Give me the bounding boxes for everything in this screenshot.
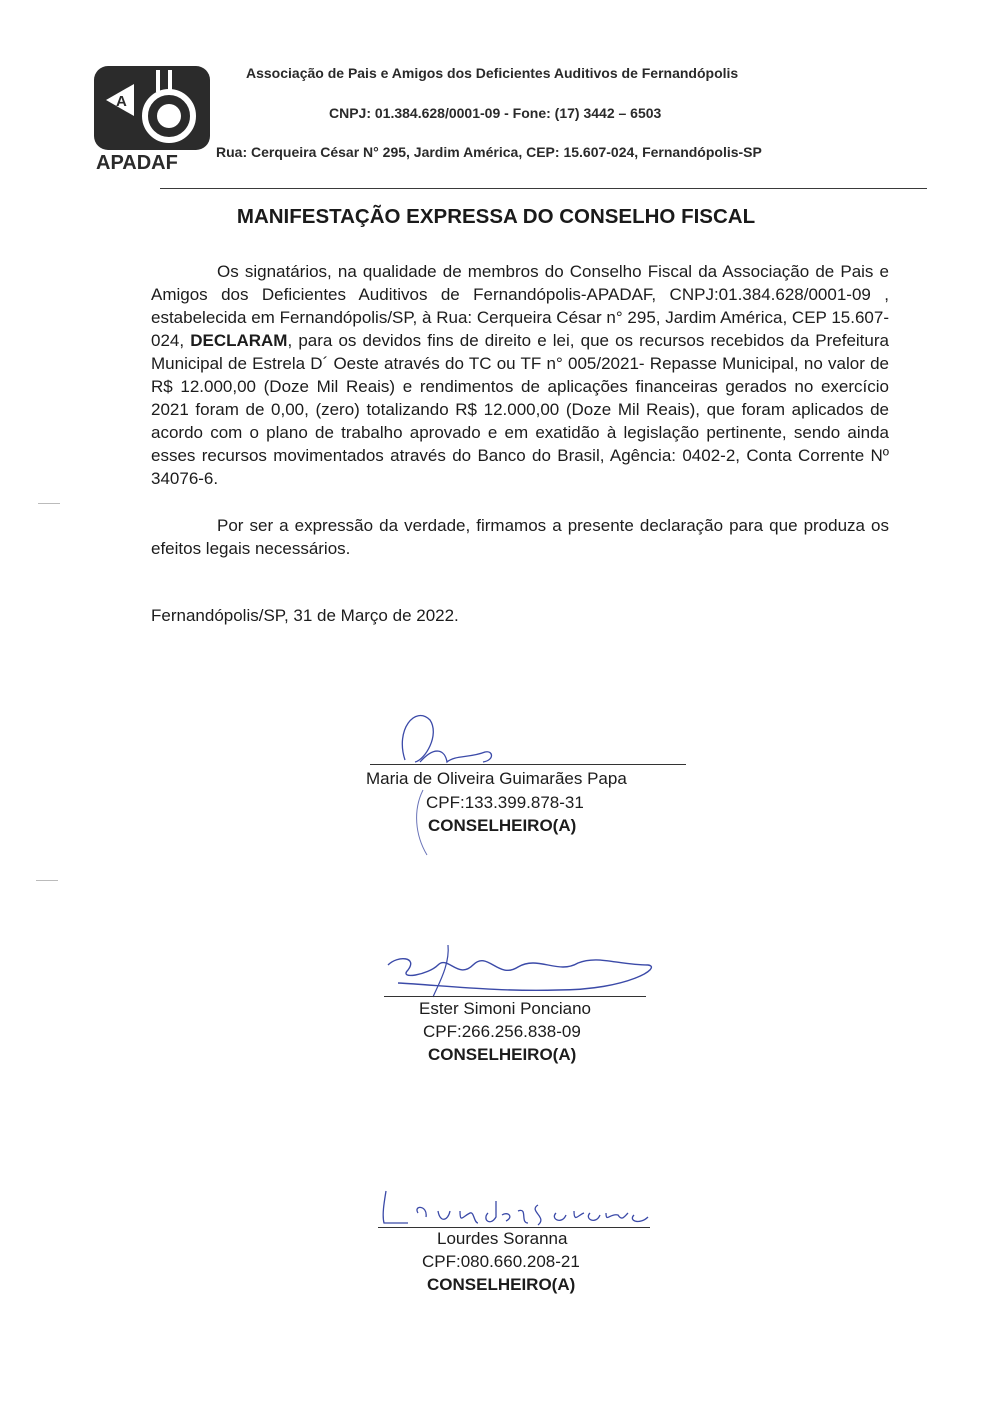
document-title: MANIFESTAÇÃO EXPRESSA DO CONSELHO FISCAL (236, 205, 756, 228)
declaration-text-end: , para os devidos fins de direito e lei, que os recursos recebidos da Prefeitura Municipal de Estrela D´ Oeste através do TC ou TF n° 005/2021- Repasse Municipal, no valor de R$ 12.000,00 (Doze Mil Reais) e rendimentos de aplicações financeiras gerados no exercício 2021 foram de 0,00, (zero) totalizando R$ 12.000,00 (Doze Mil Reais), que foram aplicados de acordo com o plano de trabalho aprovado e em exatidão à legislação pertinente, sendo ainda esses recursos movimentados através do Banco do Brasil, Agência: 0402-2, Conta Corrente Nº 34076-6. (151, 331, 889, 488)
signature-line-1 (370, 764, 686, 765)
signatory-cpf-3: CPF:080.660.208-21 (422, 1252, 580, 1271)
signatory-role-1: CONSELHEIRO(A) (428, 816, 577, 835)
signatory-name-3: Lourdes Soranna (437, 1229, 568, 1248)
closing-paragraph: Por ser a expressão da verdade, firmamos a presente declaração para que produza os efeitos legais necessários. (151, 516, 889, 558)
signatory-cpf-2: CPF:266.256.838-09 (423, 1022, 581, 1041)
scan-mark-1 (38, 503, 60, 504)
scan-mark-2 (36, 880, 58, 881)
org-cnpj-phone: CNPJ: 01.384.628/0001-09 - Fone: (17) 3442 – 6503 (329, 105, 662, 121)
signature-line-2 (384, 996, 646, 997)
signatory-role-3: CONSELHEIRO(A) (427, 1275, 576, 1294)
apadaf-logo (94, 66, 210, 172)
declaration-text-start: Os signatários, na qualidade de membros do Conselho Fiscal da Associação de Pais e Amigos dos Deficientes Auditivos de Fernandópolis-APADAF, CNPJ:01.384.628/0001-09 , estabelecida em Fernandópolis/SP, à Rua: Cerqueira César n° 295, Jardim América, CEP 15.607-024, (151, 262, 889, 350)
svg-text:A: A (116, 93, 127, 110)
declaration-keyword: DECLARAM (190, 331, 288, 350)
signatory-name-1: Maria de Oliveira Guimarães Papa (366, 769, 627, 788)
signature-line-3 (378, 1227, 650, 1228)
org-name: Associação de Pais e Amigos dos Deficientes Auditivos de Fernandópolis (246, 65, 739, 81)
date-line: Fernandópolis/SP, 31 de Março de 2022. (151, 606, 459, 625)
org-address: Rua: Cerqueira César N° 295, Jardim América, CEP: 15.607-024, Fernandópolis-SP (216, 144, 762, 160)
declaration-paragraph (151, 260, 889, 490)
header-divider (160, 188, 927, 189)
signature-scribble-3 (378, 1183, 658, 1233)
signatory-cpf-1: CPF:133.399.878-31 (426, 793, 584, 812)
svg-text:APADAF: APADAF (96, 152, 178, 172)
signature-scribble-2 (378, 935, 658, 1005)
signatory-role-2: CONSELHEIRO(A) (428, 1045, 577, 1064)
signatory-name-2: Ester Simoni Ponciano (419, 999, 591, 1018)
